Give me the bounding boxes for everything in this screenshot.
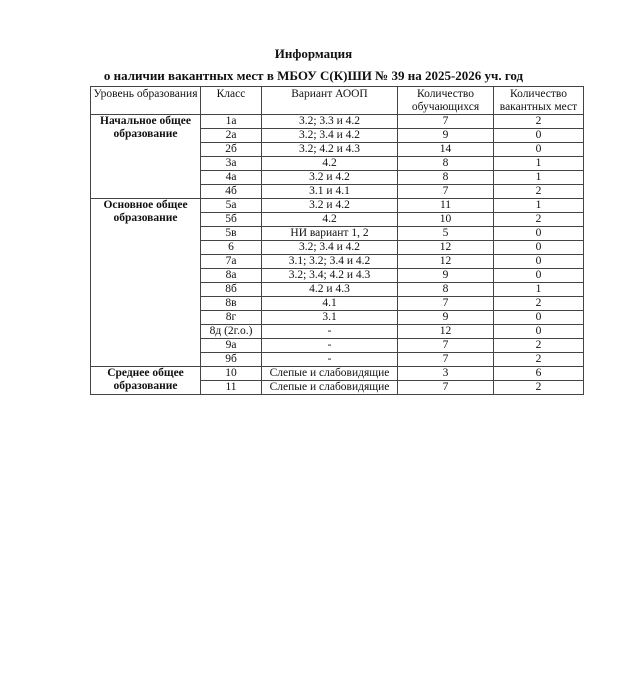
students-cell: 9 — [398, 129, 494, 143]
class-cell: 1а — [201, 115, 262, 129]
class-cell: 9а — [201, 339, 262, 353]
variant-cell: 3.1 и 4.1 — [262, 185, 398, 199]
variant-cell: - — [262, 325, 398, 339]
class-cell: 5б — [201, 213, 262, 227]
students-cell: 7 — [398, 115, 494, 129]
variant-cell: Слепые и слабовидящие — [262, 381, 398, 395]
variant-cell: 4.2 — [262, 213, 398, 227]
students-cell: 9 — [398, 311, 494, 325]
students-cell: 11 — [398, 199, 494, 213]
table-body — [91, 115, 584, 395]
vacant-cell: 0 — [494, 241, 584, 255]
students-cell: 8 — [398, 157, 494, 171]
students-cell: 7 — [398, 381, 494, 395]
variant-cell: - — [262, 339, 398, 353]
table-header-row — [91, 87, 584, 115]
variant-cell: 3.2 и 4.2 — [262, 171, 398, 185]
class-cell: 5в — [201, 227, 262, 241]
vacant-cell: 2 — [494, 381, 584, 395]
class-cell: 2а — [201, 129, 262, 143]
vacancies-table — [90, 86, 584, 395]
class-cell: 10 — [201, 367, 262, 381]
class-cell: 8а — [201, 269, 262, 283]
class-cell: 2б — [201, 143, 262, 157]
students-cell: 5 — [398, 227, 494, 241]
class-cell: 8в — [201, 297, 262, 311]
vacant-cell: 2 — [494, 185, 584, 199]
vacant-cell: 6 — [494, 367, 584, 381]
students-cell: 10 — [398, 213, 494, 227]
variant-cell: 3.2; 3.3 и 4.2 — [262, 115, 398, 129]
variant-cell: 3.2; 3.4; 4.2 и 4.3 — [262, 269, 398, 283]
table-row — [91, 115, 584, 129]
variant-cell: 4.2 — [262, 157, 398, 171]
class-cell: 4б — [201, 185, 262, 199]
education-level-cell: Среднее общее образование — [91, 367, 201, 395]
students-cell: 12 — [398, 255, 494, 269]
class-cell: 9б — [201, 353, 262, 367]
education-level-cell: Основное общее образование — [91, 199, 201, 367]
table-row — [91, 367, 584, 381]
vacant-cell: 0 — [494, 227, 584, 241]
students-cell: 3 — [398, 367, 494, 381]
variant-cell: 3.2 и 4.2 — [262, 199, 398, 213]
header-students: Количество обучающихся — [398, 87, 494, 115]
variant-cell: 3.2; 3.4 и 4.2 — [262, 241, 398, 255]
table-row — [91, 199, 584, 213]
header-level: Уровень образования — [91, 87, 201, 115]
vacant-cell: 2 — [494, 213, 584, 227]
variant-cell: 3.1 — [262, 311, 398, 325]
variant-cell: НИ вариант 1, 2 — [262, 227, 398, 241]
variant-cell: Слепые и слабовидящие — [262, 367, 398, 381]
class-cell: 5а — [201, 199, 262, 213]
vacant-cell: 0 — [494, 143, 584, 157]
vacant-cell: 1 — [494, 199, 584, 213]
vacant-cell: 1 — [494, 171, 584, 185]
vacant-cell: 2 — [494, 339, 584, 353]
class-cell: 8д (2г.о.) — [201, 325, 262, 339]
students-cell: 9 — [398, 269, 494, 283]
vacant-cell: 2 — [494, 297, 584, 311]
students-cell: 7 — [398, 353, 494, 367]
students-cell: 12 — [398, 325, 494, 339]
students-cell: 7 — [398, 339, 494, 353]
students-cell: 8 — [398, 283, 494, 297]
header-class: Класс — [201, 87, 262, 115]
header-vacant: Количество вакантных мест — [494, 87, 584, 115]
header-variant: Вариант АООП — [262, 87, 398, 115]
class-cell: 8г — [201, 311, 262, 325]
vacant-cell: 2 — [494, 353, 584, 367]
variant-cell: 3.2; 4.2 и 4.3 — [262, 143, 398, 157]
vacant-cell: 0 — [494, 129, 584, 143]
variant-cell: 3.1; 3.2; 3.4 и 4.2 — [262, 255, 398, 269]
students-cell: 7 — [398, 185, 494, 199]
vacant-cell: 0 — [494, 311, 584, 325]
class-cell: 3а — [201, 157, 262, 171]
students-cell: 12 — [398, 241, 494, 255]
vacant-cell: 1 — [494, 283, 584, 297]
document-subtitle: о наличии вакантных мест в МБОУ С(К)ШИ № 39 на 2025-2026 уч. год — [103, 68, 524, 83]
class-cell: 6 — [201, 241, 262, 255]
class-cell: 4а — [201, 171, 262, 185]
variant-cell: 4.1 — [262, 297, 398, 311]
vacant-cell: 1 — [494, 157, 584, 171]
vacant-cell: 2 — [494, 115, 584, 129]
students-cell: 8 — [398, 171, 494, 185]
variant-cell: 3.2; 3.4 и 4.2 — [262, 129, 398, 143]
variant-cell: - — [262, 353, 398, 367]
students-cell: 14 — [398, 143, 494, 157]
vacant-cell: 0 — [494, 255, 584, 269]
class-cell: 11 — [201, 381, 262, 395]
students-cell: 7 — [398, 297, 494, 311]
variant-cell: 4.2 и 4.3 — [262, 283, 398, 297]
education-level-cell: Начальное общее образование — [91, 115, 201, 199]
document-title: Информация — [274, 46, 353, 61]
class-cell: 7а — [201, 255, 262, 269]
vacant-cell: 0 — [494, 269, 584, 283]
class-cell: 8б — [201, 283, 262, 297]
vacant-cell: 0 — [494, 325, 584, 339]
